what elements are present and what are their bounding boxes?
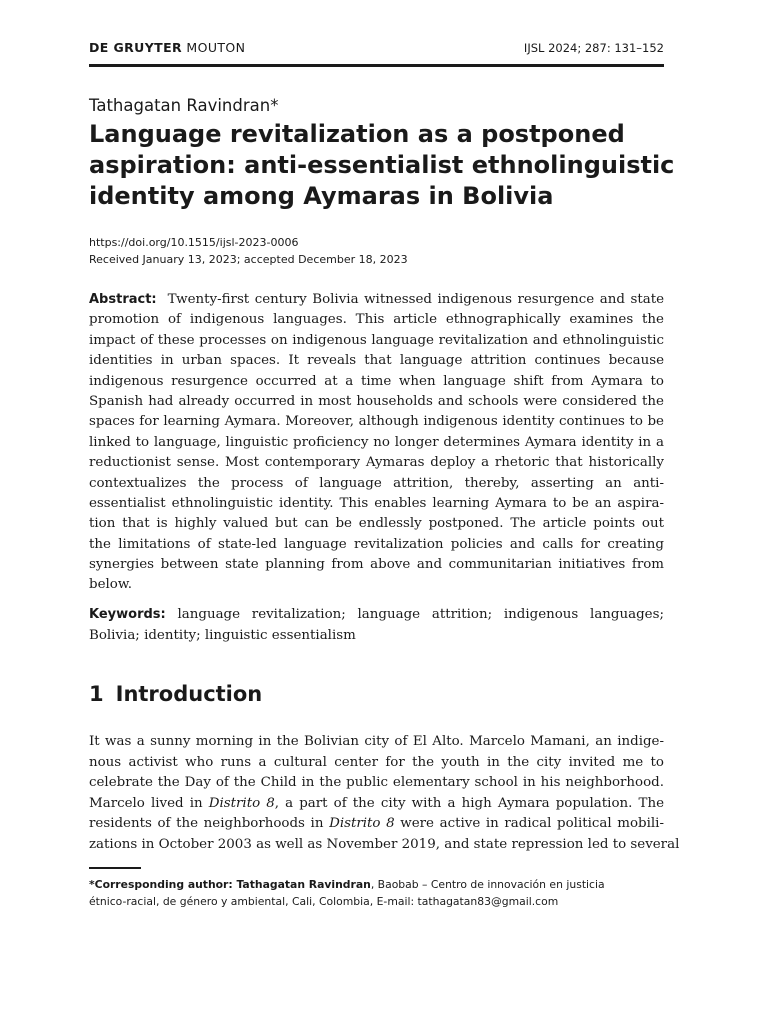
header-rule: [89, 64, 664, 67]
body-paragraph: [89, 732, 680, 856]
footnote-rule: [89, 867, 141, 869]
title-line: aspiration: anti-essentialist ethnolinguistic: [89, 151, 675, 179]
section-title: Introduction: [115, 682, 263, 706]
body-line: zations in October 2003 as well as November 2019, and state repression led to several: [89, 836, 680, 852]
footnote-line: étnico-racial, de género y ambiental, Cali, Colombia, E-mail: tathagatan83@gmail.com: [89, 895, 559, 908]
abstract-line: promotion of indigenous languages. This article ethnographically examines the: [89, 312, 664, 328]
abstract-line: tion that is highly valued but can be endlessly postponed. The article points out: [89, 516, 664, 532]
body-line: Marcelo lived in Distrito 8, a part of the city with a high Aymara population. The: [89, 795, 664, 811]
body-line: celebrate the Day of the Child in the public elementary school in his neighborhood.: [89, 775, 664, 791]
article-title: [89, 119, 679, 212]
keywords-line: Bolivia; identity; linguistic essentialism: [89, 628, 356, 643]
body-line: It was a sunny morning in the Bolivian city of El Alto. Marcelo Mamani, an indige-: [89, 734, 664, 749]
abstract-line: indigenous resurgence occurred at a time when language shift from Aymara to: [89, 373, 664, 389]
abstract-line: the limitations of state-led language revitalization policies and calls for creating: [89, 536, 664, 552]
abstract: [89, 290, 664, 596]
journal-citation: IJSL 2024; 287: 131–152: [523, 41, 664, 55]
place-name: Distrito 8: [329, 816, 395, 832]
abstract-line: essentialist ethnolinguistic identity. This enables learning Aymara to be an aspira-: [89, 495, 664, 511]
title-line: Language revitalization as a postponed: [89, 120, 625, 148]
publisher-logo: DE GRUYTER MOUTON: [89, 40, 246, 55]
abstract-line: reductionist sense. Most contemporary Aymaras deploy a rhetoric that historically: [89, 455, 664, 471]
received-dates: Received January 13, 2023; accepted December 18, 2023: [89, 253, 408, 266]
abstract-line: identities in urban spaces. It reveals that language attrition continues because: [89, 353, 664, 369]
body-line: nous activist who runs a cultural center for the youth in the city invited me to: [89, 754, 664, 770]
abstract-line: impact of these processes on indigenous language revitalization and ethnolinguistic: [89, 332, 664, 348]
running-header: [89, 40, 664, 60]
keywords-line: Keywords: language revitalization; language attrition; indigenous languages;: [89, 607, 664, 622]
doi-link[interactable]: https://doi.org/10.1515/ijsl-2023-0006: [89, 236, 299, 249]
abstract-line: synergies between state planning from above and communitarian initiatives from: [89, 557, 664, 573]
author-name: Tathagatan Ravindran*: [89, 96, 279, 115]
abstract-label: Abstract:: [89, 292, 157, 307]
article-meta: [89, 234, 408, 268]
footnote: [89, 876, 664, 910]
corresponding-author: *Corresponding author: Tathagatan Ravindran: [89, 878, 371, 891]
abstract-line: Spanish had already occurred in most households and schools were considered the: [89, 393, 664, 409]
abstract-line: linked to language, linguistic proficiency no longer determines Aymara identity in a: [89, 434, 664, 450]
section-number: 1: [89, 682, 104, 706]
keywords: [89, 604, 664, 646]
abstract-line: below.: [89, 577, 132, 593]
title-line: identity among Aymaras in Bolivia: [89, 182, 554, 210]
abstract-line: Abstract: Twenty-first century Bolivia witnessed indigenous resurgence and state: [89, 292, 664, 307]
place-name: Distrito 8: [208, 795, 275, 811]
abstract-line: spaces for learning Aymara. Moreover, although indigenous identity continues to be: [89, 414, 664, 430]
footnote-line: *Corresponding author: Tathagatan Ravindran, Baobab – Centro de innovación en justicia: [89, 878, 605, 891]
keywords-label: Keywords:: [89, 607, 166, 622]
body-line: residents of the neighborhoods in Distrito 8 were active in radical political mobili-: [89, 816, 664, 832]
section-heading: [89, 682, 262, 706]
abstract-line: contextualizes the process of language attrition, thereby, asserting an anti-: [89, 475, 664, 491]
